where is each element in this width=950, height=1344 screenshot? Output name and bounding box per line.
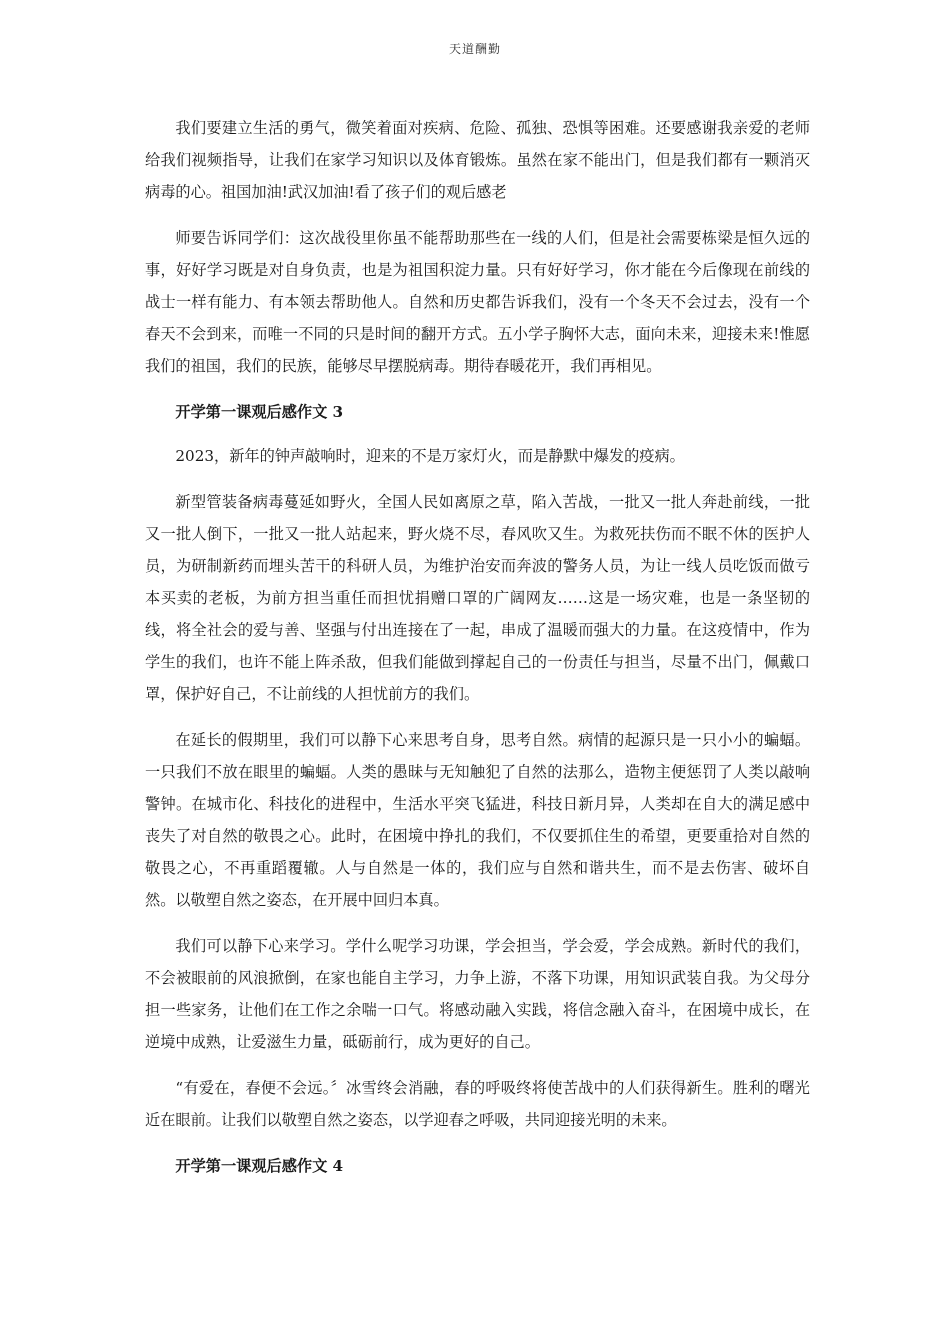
section-heading-4: 开学第一课观后感作文 4 [175,1157,344,1175]
paragraph-3: 2023，新年的钟声敲响时，迎来的不是万家灯火，而是静默中爆发的疫病。 [175,447,685,465]
paragraph-5: 在延长的假期里，我们可以静下心来思考自身，思考自然。病情的起源只是一只小小的蝙蝠。一只我们不放在眼里的蝙蝠。人类的愚昧与无知触犯了自然的法那么，造物主便惩罚了人类以敲响警钟。在城市化、科技化的进程中，生活水平突飞猛进，科技日新月异，人类却在自大的满足感中丧失了对自然的敬畏之心。此时，在困境中挣扎的我们，不仅要抓住生的希望，更要重拾对自然的敬畏之心，不再重蹈覆辙。人与自然是一体的，我们应与自然和谐共生，而不是去伤害、破坏自然。以敬塑自然之姿态，在开展中回归本真。 [145,731,810,909]
document-body [145,112,810,1194]
paragraph-6: 我们可以静下心来学习。学什么呢学习功课，学会担当，学会爱，学会成熟。新时代的我们，不会被眼前的风浪掀倒，在家也能自主学习，力争上游，不落下功课，用知识武装自我。为父母分担一些家务，让他们在工作之余喘一口气。将感动融入实践，将信念融入奋斗，在困境中成长，在逆境中成熟，让爱滋生力量，砥砺前行，成为更好的自己。 [145,937,810,1051]
paragraph-1: 我们要建立生活的勇气，微笑着面对疾病、危险、孤独、恐惧等困难。还要感谢我亲爱的老师给我们视频指导，让我们在家学习知识以及体育锻炼。虽然在家不能出门，但是我们都有一颗消灭病毒的心。祖国加油!武汉加油!看了孩子们的观后感老 [145,119,810,201]
page-header: 天道酬勤 [448,42,501,56]
paragraph-2: 师要告诉同学们：这次战役里你虽不能帮助那些在一线的人们，但是社会需要栋梁是恒久远的事，好好学习既是对自身负责，也是为祖国积淀力量。只有好好学习，你才能在今后像现在前线的战士一样有能力、有本领去帮助他人。自然和历史都告诉我们，没有一个冬天不会过去，没有一个春天不会到来，而唯一不同的只是时间的翻开方式。五小学子胸怀大志，面向未来，迎接未来!惟愿我们的祖国，我们的民族，能够尽早摆脱病毒。期待春暖花开，我们再相见。 [145,229,810,375]
paragraph-4: 新型管装备病毒蔓延如野火，全国人民如离原之草，陷入苦战，一批又一批人奔赴前线，一批又一批人倒下，一批又一批人站起来，野火烧不尽，春风吹又生。为救死扶伤而不眠不休的医护人员，为研制新药而埋头苦干的科研人员，为维护治安而奔波的警务人员，为让一线人员吃饭而做亏本买卖的老板，为前方担当重任而担忧捐赠口罩的广阔网友……这是一场灾难，也是一条坚韧的线，将全社会的爱与善、坚强与付出连接在了一起，串成了温暖而强大的力量。在这疫情中，作为学生的我们，也许不能上阵杀敌，但我们能做到撑起自己的一份责任与担当，尽量不出门，佩戴口罩，保护好自己，不让前线的人担忧前方的我们。 [145,493,810,703]
paragraph-7: “有爱在，春便不会远。〞冰雪终会消融，春的呼吸终将使苦战中的人们获得新生。胜利的曙光近在眼前。让我们以敬塑自然之姿态，以学迎春之呼吸，共同迎接光明的未来。 [145,1079,810,1129]
section-heading-3: 开学第一课观后感作文 3 [175,403,344,421]
